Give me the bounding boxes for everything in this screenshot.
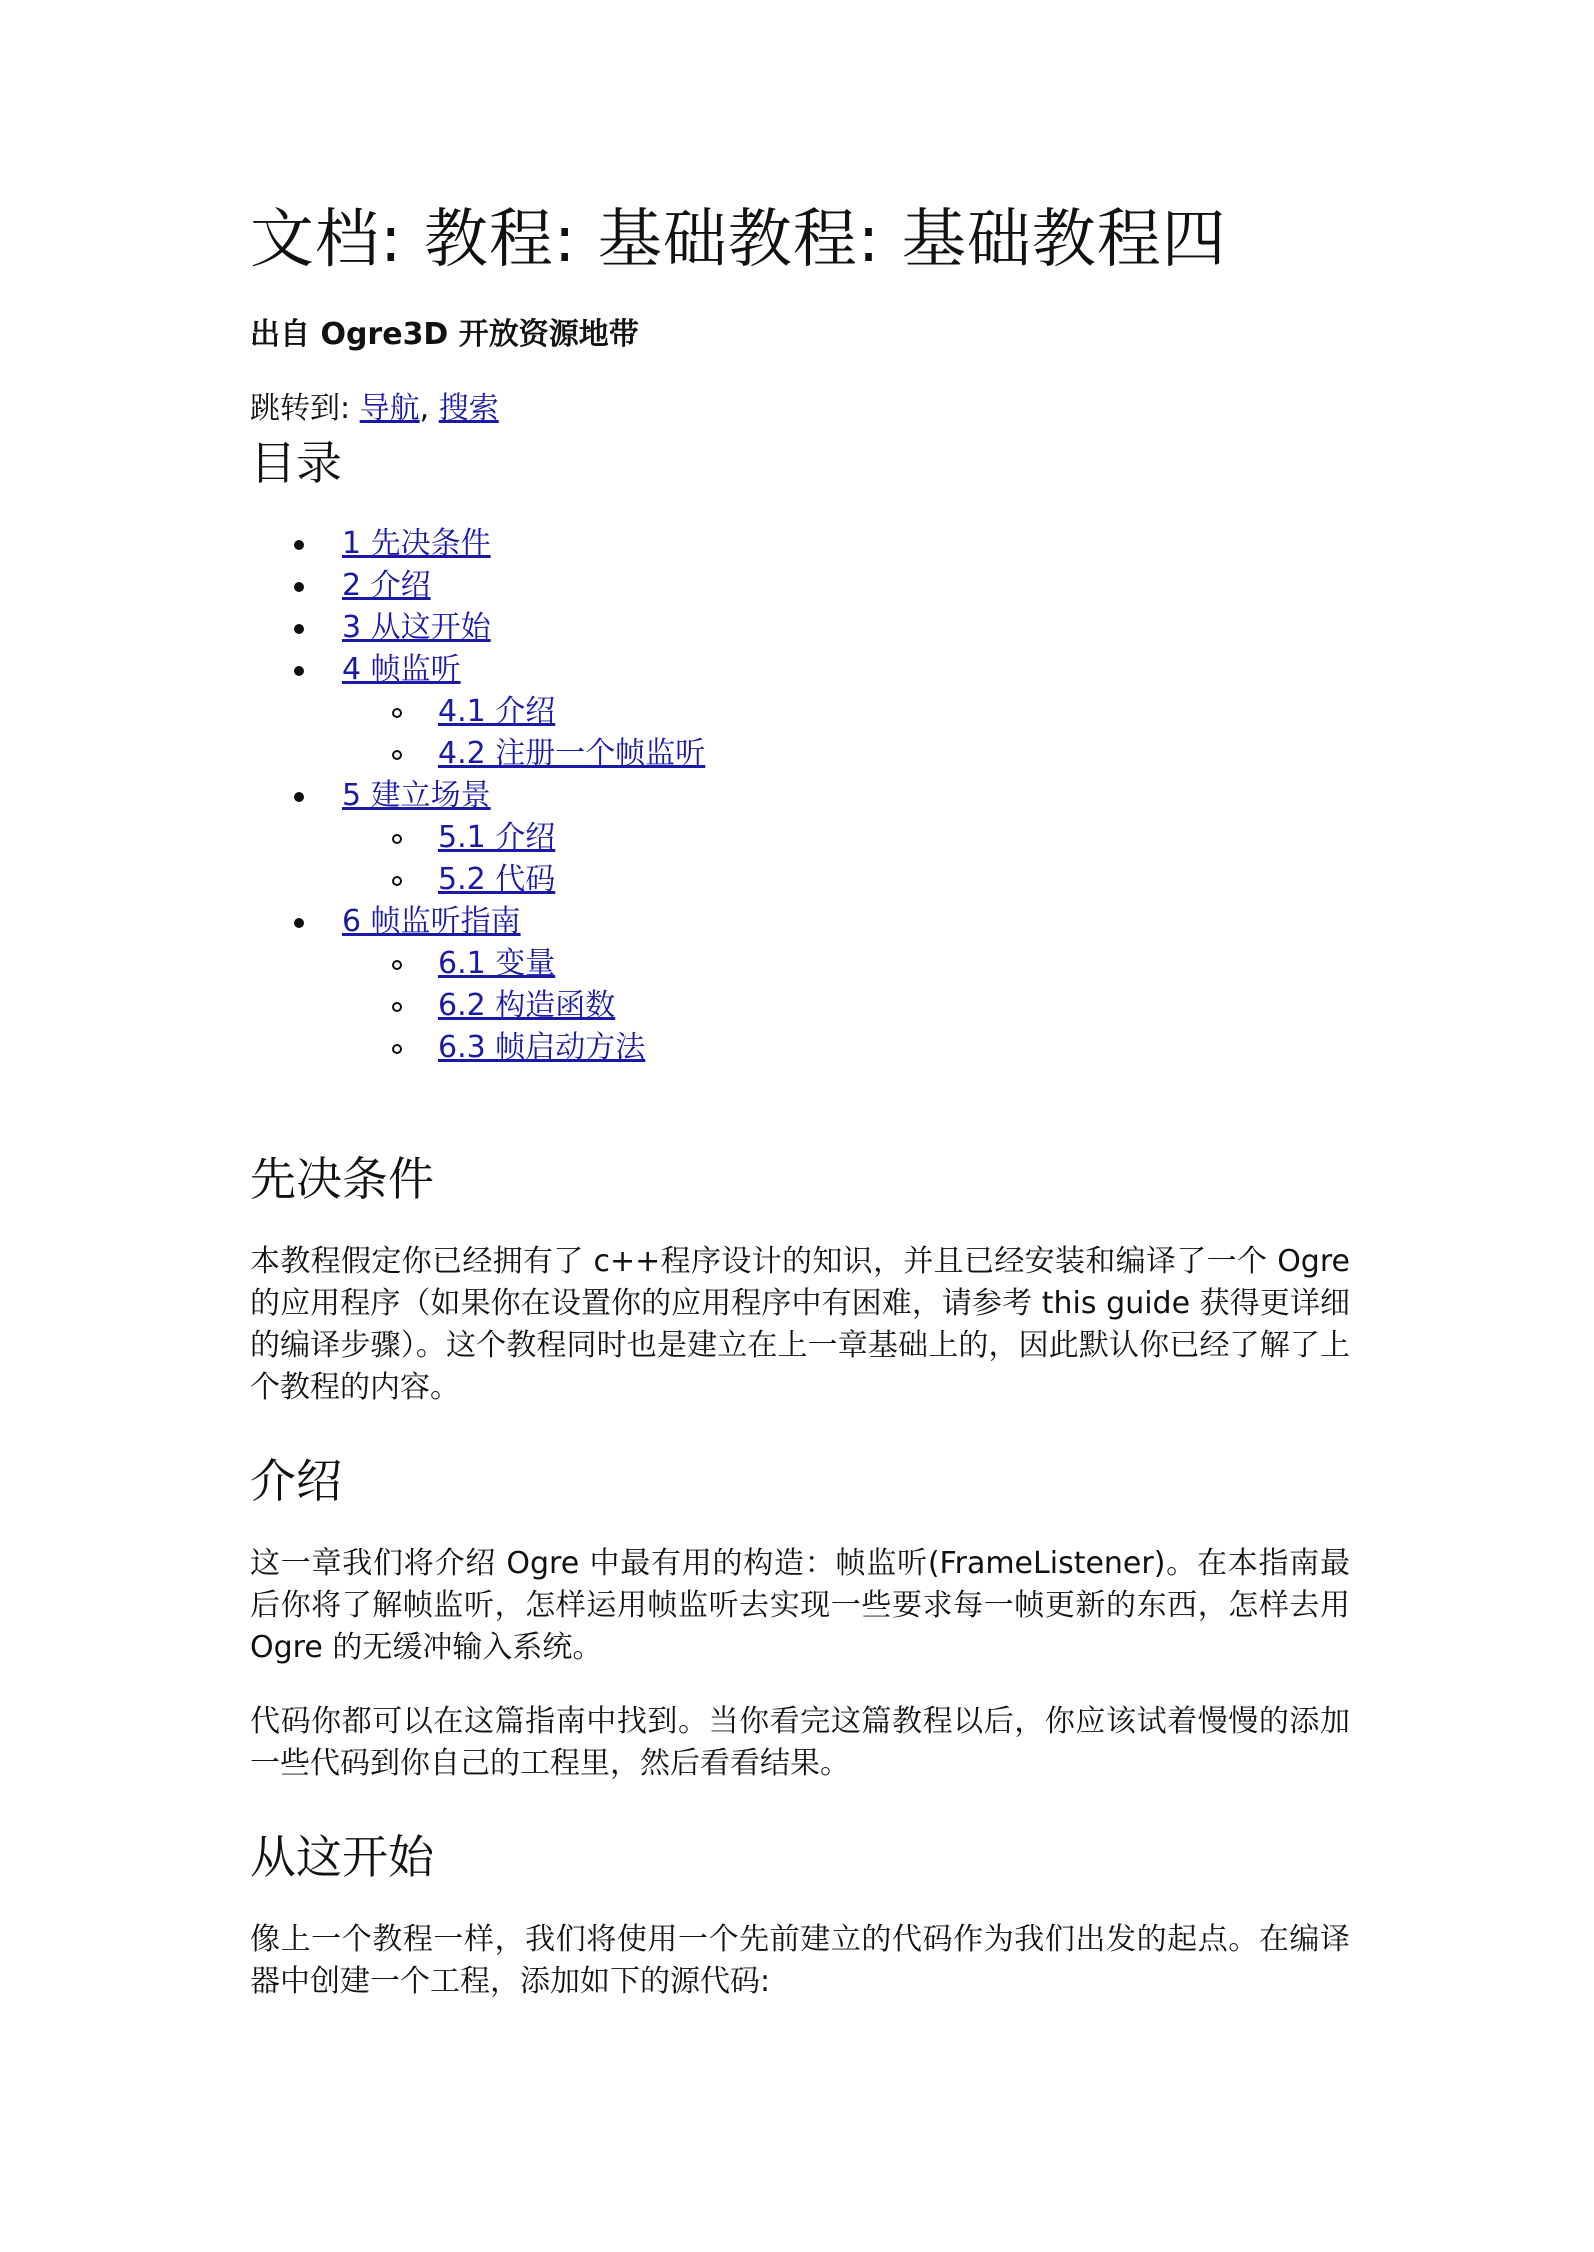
prereq-paragraph: 本教程假定你已经拥有了 c++程序设计的知识，并且已经安装和编译了一个 Ogre 的应用程序（如果你在设置你的应用程序中有困难，请参考 this guide 获得更详细的编译步骤）。这个教程同时也是建立在上一章基础上的，因此默认你已经了解了上个教程的内容。 xyxy=(250,1244,1350,1405)
toc-sublink[interactable]: 4.1 介绍 xyxy=(438,694,556,729)
toc-sublink[interactable]: 5.2 代码 xyxy=(438,862,556,897)
toc-sublink[interactable]: 6.1 变量 xyxy=(438,946,556,981)
page-subtitle: 出自 Ogre3D 开放资源地带 xyxy=(250,317,639,352)
toc-sublink[interactable]: 5.1 介绍 xyxy=(438,820,556,855)
toc-item xyxy=(294,607,1350,649)
toc-subitem xyxy=(392,817,1350,859)
section-heading-start: 从这开始 xyxy=(250,1830,434,1884)
toc-item xyxy=(294,523,1350,565)
toc-link[interactable]: 2 介绍 xyxy=(342,568,431,603)
toc-sublink[interactable]: 4.2 注册一个帧监听 xyxy=(438,736,706,771)
section-heading-intro: 介绍 xyxy=(250,1454,342,1508)
jump-separator: , xyxy=(419,391,430,426)
toc-subitem xyxy=(392,1027,1350,1069)
toc-sublink[interactable]: 6.2 构造函数 xyxy=(438,988,616,1023)
start-paragraph: 像上一个教程一样，我们将使用一个先前建立的代码作为我们出发的起点。在编译器中创建一个工程，添加如下的源代码: xyxy=(250,1922,1350,1999)
toc-title: 目录 xyxy=(250,436,342,490)
toc-link[interactable]: 5 建立场景 xyxy=(342,778,491,813)
toc-sublist xyxy=(342,943,1350,1069)
toc-sublink[interactable]: 6.3 帧启动方法 xyxy=(438,1030,646,1065)
intro-paragraph-1: 这一章我们将介绍 Ogre 中最有用的构造：帧监听(FrameListener)。在本指南最后你将了解帧监听，怎样运用帧监听去实现一些要求每一帧更新的东西，怎样去用 Ogre 的无缓冲输入系统。 xyxy=(250,1546,1350,1665)
page-title: 文档: 教程: 基础教程: 基础教程四 xyxy=(250,203,1227,277)
toc-item xyxy=(294,901,1350,1069)
table-of-contents xyxy=(250,523,1350,1069)
nav-link[interactable]: 导航 xyxy=(359,391,420,426)
toc-subitem xyxy=(392,985,1350,1027)
toc-sublist xyxy=(342,691,1350,775)
toc-item xyxy=(294,649,1350,775)
section-heading-prereq: 先决条件 xyxy=(250,1152,434,1206)
toc-item xyxy=(294,565,1350,607)
search-link[interactable]: 搜索 xyxy=(438,391,499,426)
jump-to-label: 跳转到: xyxy=(250,391,351,426)
toc-link[interactable]: 3 从这开始 xyxy=(342,610,491,645)
toc-link[interactable]: 4 帧监听 xyxy=(342,652,461,687)
toc-link[interactable]: 6 帧监听指南 xyxy=(342,904,521,939)
toc-item xyxy=(294,775,1350,901)
toc-subitem xyxy=(392,691,1350,733)
jump-to-bar xyxy=(250,387,1350,431)
toc-subitem xyxy=(392,943,1350,985)
toc-sublist xyxy=(342,817,1350,901)
toc-link[interactable]: 1 先决条件 xyxy=(342,526,491,561)
toc-subitem xyxy=(392,859,1350,901)
document-page xyxy=(250,195,1350,2035)
intro-paragraph-2: 代码你都可以在这篇指南中找到。当你看完这篇教程以后，你应该试着慢慢的添加一些代码到你自己的工程里，然后看看结果。 xyxy=(250,1704,1350,1781)
toc-subitem xyxy=(392,733,1350,775)
